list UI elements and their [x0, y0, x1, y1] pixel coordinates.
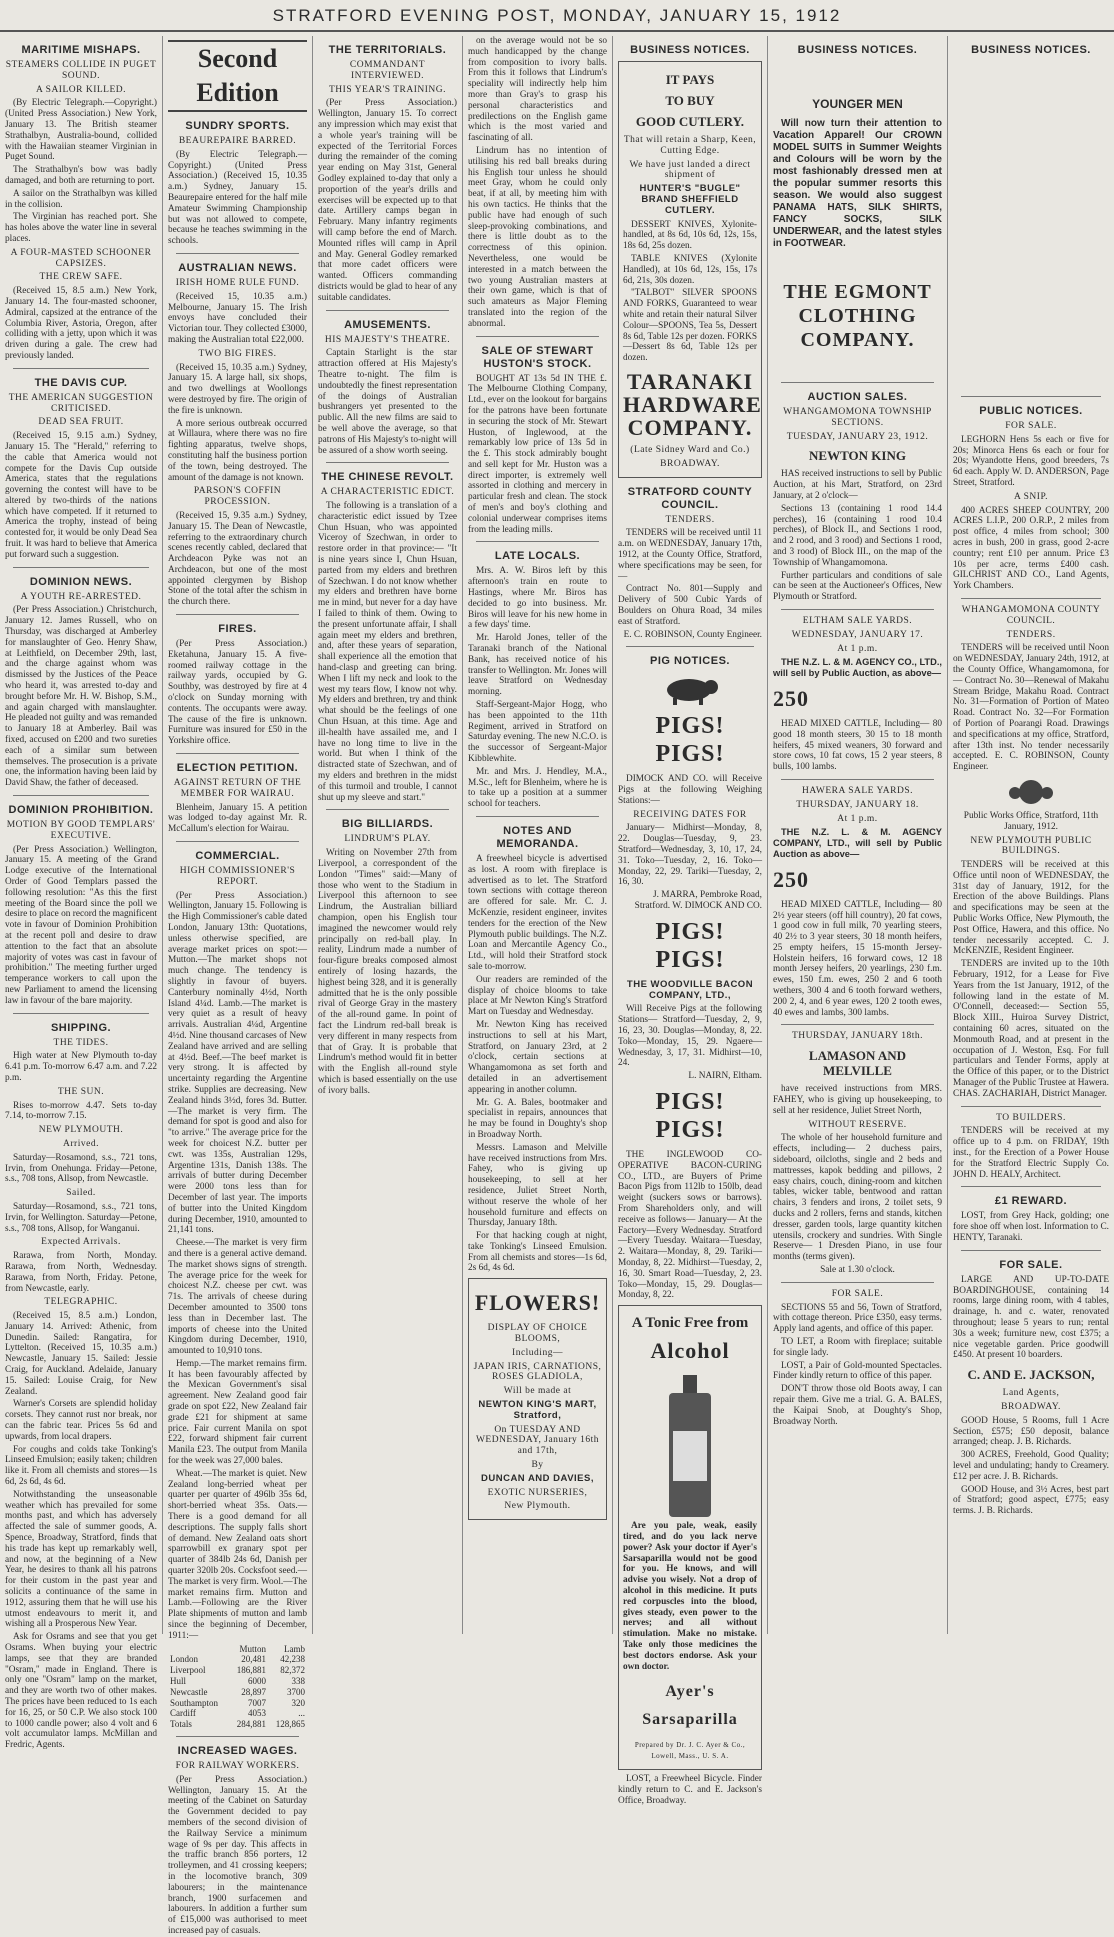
- divider: [13, 795, 149, 796]
- notice-text: The whole of her household furniture and effects, including— 2 duchess pairs, sideboard, oilcloths, single and 2 beds and mattresses, kapok bedding and pillows, 2 easy chairs, couch, dining-room and kitchen tables, wicker table, bentwood and rattan chairs, 3 fenders and irons, 2 toilet sets, 9 ducks and 2 rollers, ferns and stands, kitchen dresser, garden tools, large quantity kitchen utensils, crockery and sundries. With Single Reserve— 1 Dresden Piano, in use four months (terms given).: [773, 1133, 942, 1263]
- table-cell: London: [170, 1654, 198, 1665]
- column-2: [162, 36, 312, 1936]
- subheadline: Sailed.: [66, 1188, 96, 1199]
- article-text: (Per Press Association.) Christchurch, January 12. James Russell, who on Thursday, was discharged at Amberley for manslaughter of Geo. Henry Shaw, at Leithfield, on December 29th, last, and the charge against whom was dismissed by the Justices of the Peace who heard it, was arrested to-day and brought before Mr. H. W. Bishop, S.M., and again charged with manslaughter. He pleaded not guilty and was remanded to January 18 at Amberley. Bail was fixed, accused on £200 and two sureties each of a similar sum between themselves. The prosecution is a private one, the information having been laid by David Shaw, the father of deceased.: [5, 605, 157, 789]
- table-header-row: [168, 1644, 307, 1655]
- notice-text: TENDERS will be received until Noon on WEDNESDAY, January 24th, 1912, at the County Office, Whangamomona, for— Contract No. 30—Renewal of Makahu Stream Bridge, Makahu Road. Contract No. 31—Formation of Portion of Mateo Road. Contract No. 32—For Formation of Portion of Poarangi Road. Drawings and specifications at my office, Stratford, after 13th inst. No tender necessarily accepted. E. C. ROBINSON, County Engineer.: [953, 643, 1109, 773]
- divider: [626, 646, 754, 647]
- table-header-cell: Lamb: [284, 1643, 305, 1654]
- subheadline: HIGH COMMISSIONER'S REPORT.: [179, 866, 296, 887]
- notice-text: Public Works Office, Stratford, 11th January, 1912.: [963, 810, 1099, 832]
- article-text: (Received 15, 9.35 a.m.) Sydney, January 15. The Dean of Newcastle, referring to the extraordinary church scenes recently cabled, declared that Archdeacon Pyke was not an Archdeacon, but one of the most appointed clergymen by Bishop Stone of the total after the schism in the church there.: [168, 510, 307, 608]
- article-text: Saturday—Rosamond, s.s., 721 tons, Irvin, from Onehunga. Friday—Petone, s.s., 708 tons, Allsop, from Newcastle.: [5, 1152, 157, 1185]
- subheadline: THE TIDES.: [53, 1037, 109, 1048]
- ad-text: That will retain a Sharp, Keen, Cutting Edge.: [623, 135, 757, 156]
- ad-text: THE WOODVILLE BACON COMPANY, LTD.,: [626, 978, 754, 1001]
- subheadline: WHANGAMOMONA TOWNSHIP SECTIONS.: [783, 407, 932, 428]
- headline: BUSINESS NOTICES.: [630, 44, 750, 56]
- divider: [476, 336, 599, 337]
- article-text: Captain Starlight is the star attraction offered at His Majesty's Theatre to-night. The film is undoubtedly the finest representation of the doings of Australian bushrangers yet presented to the public. All the new films are said to be well above the average, so that patrons of His Majesty's to-night will be assured of a show worth seeing.: [318, 348, 457, 456]
- ad-headline: PIGS! PIGS!: [655, 713, 725, 768]
- subheadline: BEAUREPAIRE BARRED.: [178, 136, 297, 146]
- subheadline: THE CREW SAFE.: [39, 272, 123, 283]
- article-text: Our readers are reminded of the display of choice blooms to take place at Mr Newton King's Stratford Mart on Tuesday and Wednesday.: [468, 974, 607, 1018]
- headline: AUCTION SALES.: [807, 391, 908, 403]
- headline: COMMERCIAL.: [195, 850, 280, 863]
- table-cell: 82,372: [280, 1665, 305, 1676]
- headline: PIG NOTICES.: [650, 655, 730, 668]
- ad-headline: Alcohol: [650, 1338, 730, 1364]
- notice-text: LEGHORN Hens 5s each or five for 20s; Minorca Hens 6s each or four for 20s; Wyandotte Hens, good breeders, 7s 6d each. Apply W. D. ANDERSON, Page Street, Stratford.: [953, 434, 1109, 488]
- article-text: (Per Press Association.) Wellington, January 15. To correct any impression which may exist that a whole year's training will be expected of the Territorial Forces during the remainder of the coming year ending on May 31st, General Godley explained to-day that only a proportion of the year's drills and exercises will be expected up to that date. Artillery camps began in February. Many infantry regiments will camp before the end of March. Mounted rifles will camp in April and May. General Godley remarked that more cadet officers were wanted. Officers commanding districts would be glad to hear of any suitable candidates.: [318, 98, 457, 303]
- notice-text: LOST, a Freewheel Bicycle. Finder kindly return to C. and E. Jackson's Office, Broadway.: [618, 1773, 762, 1806]
- headline: BUSINESS NOTICES.: [971, 44, 1091, 56]
- headline: FOR SALE.: [999, 1258, 1063, 1271]
- divider: [781, 1024, 934, 1025]
- headline: DOMINION PROHIBITION.: [8, 804, 154, 817]
- article-text: Saturday—Rosamond, s.s., 721 tons, Irvin, for Wellington. Saturday—Petone, s.s., 708 tons, Allsop, for Wanganui.: [5, 1201, 157, 1234]
- divider: [326, 809, 449, 810]
- ad-headline: A Tonic Free from: [631, 1315, 749, 1332]
- notice-text: Sections 13 (containing 1 rood 14.4 perches), 16 (containing 1 rood 10.4 perches), of Block II., and Sections 1 rood, and 2 rood, and 3 rood) and Sections 1 rood, and 3 rood) of Block III., on the map of the Township of Whangamomona.: [773, 503, 942, 568]
- headline: LATE LOCALS.: [494, 550, 581, 563]
- article-text: (Per Press Association.) Eketahuna, January 15. A five-roomed railway cottage in the railway yards, occupied by G. Southby, was destroyed by fire at 4 o'clock on Sunday morning with contents. The occupants were away. The cause of the fire is unknown. Furniture was insured for £50 in the Yorkshire office.: [168, 639, 307, 747]
- cutlery-advertisement: [618, 61, 762, 478]
- divider: [961, 1186, 1101, 1187]
- ad-text: JAPAN IRIS, CARNATIONS, ROSES GLADIOLA,: [473, 1361, 602, 1383]
- divider: [781, 609, 934, 610]
- headline: BUSINESS NOTICES.: [797, 44, 918, 56]
- notice-text: January— Midhirst—Monday, 8, 22. Douglas—Tuesday, 9, 23. Stratford—Wednesday, 3, 10, 17, 24, 31. Toko—Tuesday, 2, 16. Toko—Monday, 22, 29. Tariki—Tuesday, 2, 16, 30.: [618, 823, 762, 888]
- sarsaparilla-advertisement: [618, 1305, 762, 1770]
- notice-text: SECTIONS 55 and 56, Town of Stratford, with cottage thereon. Price £350, easy terms. Apply land agents, and office of this paper.: [773, 1302, 942, 1335]
- article-text: Rarawa, from North, Monday. Rarawa, from North, Wednesday. Rarawa, from North, Friday. Petone, from Newcastle, early.: [5, 1251, 157, 1294]
- notice-text: GOOD House, 5 Rooms, full 1 Acre Section, £575; £50 deposit, balance arranged; cheap. J. B. Richards.: [953, 1415, 1109, 1448]
- table-cell: Totals: [170, 1719, 192, 1730]
- notice-text: DON'T throw those old Boots away, I can repair them. Give me a trial. G. A. BALES, the Kaipai Snob, at Doughty's Shop, Broadway North.: [773, 1384, 942, 1427]
- subheadline: BROADWAY.: [1001, 1401, 1061, 1412]
- table-cell: 4053: [247, 1708, 266, 1719]
- ad-text: On TUESDAY AND WEDNESDAY, January 16th and 17th,: [475, 1424, 600, 1457]
- subheadline: TENDERS.: [1006, 629, 1056, 640]
- notice-text: TENDERS will be received at my office up to 4 p.m. on FRIDAY, 19th inst., for the Erection of a Power House for the Stratford Electric Supply Co. JOHN D. HEALY, Architect.: [953, 1126, 1109, 1180]
- notice-text: have received instructions from MRS. FAHEY, who is giving up housekeeping, to sell at her residence, Juliet Street North,: [773, 1084, 942, 1116]
- notice-text: LOST, a Pair of Gold-mounted Spectacles. Finder kindly return to office of this paper.: [773, 1360, 942, 1382]
- shipments-table: [168, 1644, 307, 1730]
- subheadline: Expected Arrivals.: [41, 1237, 121, 1248]
- ad-continuation: [953, 60, 1109, 390]
- notice-text: HAS received instructions to sell by Public Auction, at his Mart, Stratford, on 23rd January, at 2 o'clock—: [773, 469, 942, 501]
- subheadline: FOR SALE.: [1005, 421, 1057, 431]
- table-cell: 186,881: [236, 1665, 266, 1676]
- subheadline: Land Agents,: [1002, 1388, 1060, 1399]
- notice-text: THE N.Z. L. & M. AGENCY COMPANY, LTD., will sell by Public Auction as above—: [773, 827, 942, 859]
- notice-text: THE N.Z. L. & M. AGENCY CO., LTD., will sell by Public Auction, as above—: [773, 657, 942, 679]
- subheadline: ELTHAM SALE YARDS.: [802, 615, 913, 626]
- notice-text: LARGE AND UP-TO-DATE BOARDINGHOUSE, containing 14 rooms, large dining room, with 4 tables, drainage, h. and c. water, renovated throughout; lease 5 years to run; rental 30s a week; furniture new, cost £375; a nice vegetable garden. Price goodwill £450. At present 10 boarders.: [953, 1274, 1109, 1361]
- article-text: Writing on November 27th from Liverpool, a correspondent of the London "Times" said:—Many of those who went to the Stadium in Liverpool this afternoon to see Lindrum, the Australian billiard champion, open his English tour imagined the newcomer would rely principally on red-ball play. In reality, Lindrum made a number of four-figure breaks composed almost entirely of losing hazards, the highest being 328, and it is generally admitted that he is the only possible rival of George Gray in the mastery of the all-round game. In point of fact the Lindrum red-ball break is very different in many respects from that of Gray. It is probable that Lindrum's method would fit in better with the English all-round style which is based essentially on the use of ivory balls.: [318, 848, 457, 1096]
- notice-text: DIMOCK AND CO. will Receive Pigs at the following Weighing Stations:—: [618, 774, 762, 806]
- table-row: [168, 1687, 307, 1698]
- ad-headline: GOOD CUTLERY.: [635, 114, 745, 129]
- divider: [176, 253, 299, 254]
- article-text: A more serious outbreak occurred at Willaura, where there was no fire fighting apparatus, twelve shops, constituting half the business portion of the town, being destroyed. The amount of the damage is not known.: [168, 418, 307, 483]
- divider: [781, 382, 934, 383]
- table-cell: Southampton: [170, 1697, 219, 1708]
- article-text: (Per Press Association.) Wellington, January 15. Following is the High Commissioner's cable dated London, January 13th: Quotations, unless otherwise specified, are average market prices on spot:—Mutton.—The market shops not much change. The tendency is slightly in favour of buyers. Canterbury nominally 4½d, North Island 4¼d. Lamb.—The market is very quiet as a result of heavy arrivals. Australian 4¼d, Argentine 4½d. Nine thousand carcases of New Zealand have arrived and are selling at 4½d. Beef.—The beef market is very strong. It is affected by uncertainty regarding the Argentine strike. Supplies are decreasing. New Zealand hinds 3½d, fores 3d. Butter.—The market is very firm. The demand for spot is good and also for "to arrive." The average price for the week for choicest N.Z. butter per cwt. was 135s, Australian 129s, Argentine 131s, Danish 138s. The arrivals of butter during December were 2000 tons less than for December of last year. The imports of butter into the United Kingdom during December, 1910, amounted to 21,141 tons.: [168, 890, 307, 1236]
- ad-text: By: [531, 1460, 544, 1471]
- headline: SHIPPING.: [50, 1021, 112, 1034]
- ad-headline: FLOWERS!: [474, 1290, 601, 1316]
- article-text: Lindrum has no intention of utilising his red ball breaks during his English tour unless he should meet Gray, whom he could only beat, if at all, by meeting him with his own tactics. He thinks that the public have had enough of such sleep-provoking combinations, and there is little doubt as to the correctness of this opinion. Nevertheless, one would be interested in a match between the two young Australian masters at their own game, which is that of such amateurs as Major Fleming translated into the region of the abnormal.: [468, 145, 607, 329]
- column-7: [947, 36, 1114, 1634]
- article-text: The Virginian has reached port. She has holes above the water line in several places.: [5, 212, 157, 244]
- headline: ELECTION PETITION.: [176, 762, 299, 775]
- table-cell: 284,881: [236, 1719, 266, 1730]
- ad-text: DESSERT KNIVES, Xylonite-handled, at 8s 6d, 10s 6d, 12s, 15s, 18s 6d, 25s dozen.: [623, 219, 757, 252]
- subheadline: MOTION BY GOOD TEMPLARS' EXECUTIVE.: [6, 820, 156, 841]
- table-row: [168, 1719, 307, 1730]
- article-text: Wheat.—The market is quiet. New Zealand long-berried wheat per quarter per quarter of 496lb 35s 6d, short-berried wheat 35s. Oats.—There is a good demand for all descriptions. The supply falls short of demand. New Zealand oats short sparrowbill ex granary spot per quarter of 384lb 24s 6d, Danish per quarter 320lb 20s. Cocksfoot seed.—The market is very firm. Wool.—The market remains firm. Mutton and Lamb.—Following are the River Plate shipments of mutton and lamb since the beginning of December, 1911:—: [168, 1468, 307, 1641]
- article-text: Cheese.—The market is very firm and there is a general active demand. The market shows signs of strength. The average price for the week for choicest N.Z. cheese per cwt. was 71s. The arrivals of cheese during December amounted to 3500 tons less than in December last. The imports of cheese into the United Kingdom during December, 1910, amounted to 10,910 tons.: [168, 1238, 307, 1357]
- divider: [176, 841, 299, 842]
- table-cell: 320: [291, 1697, 305, 1708]
- divider: [476, 816, 599, 817]
- ad-headline: PIGS! PIGS!: [655, 918, 725, 973]
- ad-text: Are you pale, weak, easily tired, and do you lack nerve power? Ask your doctor if Ayer's Sarsaparilla would not be good for you. He knows, and will advise you wisely. Not a drop of alcohol in this medicine. It puts red corpuscles into the blood, gives steady, even power to the nerves; and all without stimulation. Make no mistake. Take only those medicines the best doctors endorse. Ask your own doctor.: [623, 1521, 757, 1672]
- subheadline: LINDRUM'S PLAY.: [344, 834, 431, 845]
- divider: [961, 598, 1101, 599]
- subheadline: HIS MAJESTY'S THEATRE.: [324, 334, 451, 345]
- ad-text: Including—: [512, 1347, 563, 1358]
- subheadline: A CHARACTERISTIC EDICT.: [320, 487, 455, 498]
- article-text: (Per Press Association.) Wellington, January 15. At the meeting of the Cabinet on Saturday the Government decided to pay members of the second division of the Railway Service a minimum wage of 9s per day. This affects in the traffic branch 856 porters, 12 trolleymen, and 41 crossing keepers; in the locomotive branch, 309 labourers; in the maintenance branch, 1900 surfacemen and labourers. In addition a further sum of £15,000 was authorised to meet increased pay of casuals.: [168, 1774, 307, 1936]
- pig-icon: [655, 672, 725, 706]
- article-text: (By Electric Telegraph.—Copyright.) (United Press Association.) (Received 15, 10.35 a.m.) Sydney, January 15. Beaurepaire entered for the half mile Amateur Swimming Championship but was not allowed to compete, because he teaches swimming in the schools.: [168, 149, 307, 247]
- notice-text: HEAD MIXED CATTLE, Including— 80 2½ year steers (off hill country), 20 fat cows, 1 good cow in full milk, 70 yearling steers, 40 2½ to 3 year steers, 30 18 month heifers, 25 empty heifers, 15 15-month Jersey-Holstein heifers, 16 forward cows, 12 18 month Jersey heifers, 20 yearlings, 230 f.m. ewes, 150 f.m. ewes, 250 2 and 6 tooth wethers, 300 4 and 6 tooth forward wethers, 200 2, 4, and 6 year ewes, 120 2 tooth ewes, 40 ewes and lambs, 300 lambs.: [773, 899, 942, 1018]
- divider: [326, 462, 449, 463]
- article-text: Mr. Harold Jones, teller of the Taranaki branch of the National Bank, has received notice of his transfer to Wellington. Mr. Jones will leave Stratford on Wednesday morning.: [468, 633, 607, 698]
- subheadline: NEW PLYMOUTH.: [38, 1125, 124, 1136]
- ad-headline: PIGS! PIGS!: [655, 1089, 725, 1144]
- article-text: Rises to-morrow 4.47. Sets to-day 7.14, to-morrow 7.15.: [5, 1100, 157, 1122]
- headline: SUNDRY SPORTS.: [185, 120, 290, 132]
- subheadline: PARSON'S COFFIN PROCESSION.: [193, 486, 282, 508]
- article-text: Notwithstanding the unseasonable weather which has prevailed for some months past, and which has adversely affected the sale of summer goods, A. Spence, Broadway, Stratford, finds that his trade has kept up remarkably well, and now, at the beginning of a New Year, he desires to thank all his patrons for their custom in the past year and solicits a continuance of the same in 1912, assuring them that he will use his utmost endeavours to merit it, and wishing all a Prosperous New Year.: [5, 1489, 157, 1630]
- notice-text: Further particulars and conditions of sale can be seen at the Auctioneer's Offices, New Plymouth or Stratford.: [773, 570, 942, 603]
- auctioneer-name: NEWTON KING: [809, 448, 906, 464]
- column-3: [312, 36, 462, 1634]
- article-text: (Received 15, 9.15 a.m.) Sydney, January 15. The "Herald," referring to the cable that America would not compete for the Davis Cup outside America, states that the regulations governing the contest will have to be altered by two-thirds of the nations which have competed. If it returned to America the trophy, instead of being contested for, it would be only Dead Sea fruit. It was hard to believe that America put forward such a suggestion.: [5, 431, 157, 560]
- masthead: STRATFORD EVENING POST, MONDAY, JANUARY 15, 1912: [0, 0, 1114, 32]
- divider: [961, 1250, 1101, 1251]
- article-text: Messrs. Lamason and Melville have received instructions from Mrs. Fahey, who is giving up housekeeping, to sell at her residence, Juliet Street North, without reserve the whole of her household furniture and effects on Thursday, January 18th.: [468, 1142, 607, 1229]
- notice-text: Contract No. 801—Supply and Delivery of 500 Cubic Yards of Boulders on Ohura Road, 34 miles east of Stratford.: [618, 584, 762, 627]
- headline: PUBLIC NOTICES.: [979, 405, 1083, 417]
- subheadline: HAWERA SALE YARDS.: [801, 785, 914, 796]
- divider: [476, 541, 599, 542]
- divider: [326, 310, 449, 311]
- subheadline: RECEIVING DATES FOR: [633, 809, 747, 820]
- ad-text: Prepared by Dr. J. C. Ayer & Co., Lowell, Mass., U. S. A.: [634, 1741, 746, 1761]
- subheadline: WHANGAMOMONA COUNTY COUNCIL.: [961, 604, 1101, 626]
- table-cell: 3700: [287, 1686, 305, 1697]
- article-text: on the average would not be so much handicapped by the change from composition to ivory balls. From this it follows that Lindrum's speciality will indirectly help him more than Gray's to grasp his personal characteristics and predilections on the English game which is the most varied and fascinating of all.: [468, 36, 607, 144]
- table-row: [168, 1708, 307, 1719]
- table-header-cell: [168, 1644, 229, 1655]
- divider: [176, 753, 299, 754]
- subheadline: TUESDAY, JANUARY 23, 1912.: [786, 431, 929, 442]
- headline: THE DAVIS CUP.: [34, 376, 128, 389]
- headline: SALE OF STEWART HUSTON'S STOCK.: [481, 344, 594, 370]
- article-text: For that hacking cough at night, take Tonking's Linseed Emulsion. From all chemists and stores—1s 6d, 2s 6d, 4s 6d.: [468, 1231, 607, 1274]
- subheadline: STEAMERS COLLIDE IN PUGET SOUND.: [5, 60, 157, 81]
- column-1: [0, 36, 162, 1751]
- ad-text: TABLE KNIVES (Xylonite Handled), at 10s 6d, 12s, 15s, 17s 6d, 21s, 30s dozen.: [623, 253, 757, 286]
- flowers-advertisement: [468, 1278, 607, 1520]
- article-text: BOUGHT AT 13s 5d IN THE £. The Melbourne Clothing Company, Ltd., ever on the lookout for bargains for the patrons have been fortunate in securing the stock of Mr. Stewart Huston, of Inglewood, at the remarkably low price of 13s 5d in the £. This stock admirably bought and sell kept for Mr. Huston was a direct importer, is extremely well assorted in clothing and mercery in particular fresh and clean. The stock of men's and boy's clothing and colonial underwear comprises items from the leading mills.: [468, 373, 607, 535]
- headline: BIG BILLIARDS.: [341, 818, 434, 831]
- ad-brand: THE EGMONT CLOTHING COMPANY.: [783, 281, 932, 351]
- article-text: High water at New Plymouth to-day 6.41 p.m. To-morrow 6.47 a.m. and 7.22 p.m.: [5, 1051, 157, 1083]
- article-text: Mrs. A. W. Biros left by this afternoon's train en route to Hastings, where Mr. Biros has decided to go into business. Mr. Biros will leave for his new home in a few days' time.: [468, 566, 607, 631]
- subheadline: Arrived.: [63, 1138, 99, 1149]
- ad-text: DUNCAN AND DAVIES,: [481, 1472, 594, 1484]
- subheadline: FOR SALE.: [831, 1288, 884, 1299]
- subheadline: THURSDAY, JANUARY 18.: [796, 799, 919, 810]
- ad-text: (Late Sidney Ward and Co.): [630, 444, 750, 455]
- ad-text: HUNTER'S "BUGLE" BRAND SHEFFIELD CUTLERY.: [639, 183, 741, 216]
- table-cell: 128,865: [275, 1719, 305, 1730]
- notice-text: Sale at 1.30 o'clock.: [820, 1265, 895, 1276]
- article-text: Blenheim, January 15. A petition was lodged to-day against Mr. R. McCallum's election for Wairau.: [168, 802, 307, 835]
- subheadline: WEDNESDAY, JANUARY 17.: [791, 629, 924, 640]
- notice-text: THE INGLEWOOD CO-OPERATIVE BACON-CURING CO., LTD., are Buyers of Prime Bacon Pigs from 112lb to 150lb, dead weight (suckers sows or barrows). From Shareholders only, and will receive as follows— January— At the Factory—Every Wednesday. Stratford—Every Tuesday. Waitara—Tuesday, 2. Waitara—Monday, 8, 29. Tariki—Monday, 8, 22. Midhirst—Tuesday, 2, 16, 30. Smart Road—Tuesday, 2, 23. Toko—Monday, 15, 29. Douglas—Monday, 8, 22.: [618, 1150, 762, 1301]
- subheadline: IRISH HOME RULE FUND.: [175, 277, 300, 288]
- headline: FIRES.: [218, 623, 257, 636]
- headline: THE CHINESE REVOLT.: [321, 471, 454, 484]
- subheadline: THE AMERICAN SUGGESTION CRITICISED.: [8, 392, 154, 414]
- ad-headline: TO BUY: [665, 93, 715, 108]
- ad-text: EXOTIC NURSERIES,: [487, 1487, 588, 1498]
- article-text: Warner's Corsets are splendid holiday corsets. They cannot rust nor break, nor can the fabric tear. Prices 5s 6d and upwards, from local drapers.: [5, 1399, 157, 1442]
- article-text: For coughs and colds take Tonking's Linseed Emulsion; easily taken; children like it. From all chemists and stores—1s 6d, 2s 6d, 4s 6d.: [5, 1444, 157, 1488]
- notice-text: LOST, from Grey Hack, golding; one fore shoe off when lost. Information to C. HENTY, Taranaki.: [953, 1211, 1109, 1243]
- subheadline: FOR RAILWAY WORKERS.: [175, 1760, 300, 1771]
- column-6: [767, 36, 947, 1634]
- divider: [176, 614, 299, 615]
- headline: INCREASED WAGES.: [177, 1744, 298, 1757]
- headline: STRATFORD COUNTY COUNCIL.: [627, 485, 753, 511]
- article-text: (By Electric Telegraph.—Copyright.) (United Press Association.) New York, January 13. The British steamer Strathalbyn, Australia-bound, collided with the Hawaiian steamer Virginian in Puget Sound.: [5, 98, 157, 163]
- subheadline: At 1 p.m.: [837, 643, 878, 654]
- ad-text: NEWTON KING'S MART, Stratford,: [478, 1399, 597, 1421]
- column-4: [462, 36, 612, 1634]
- edition-banner: Second Edition: [168, 40, 307, 112]
- subheadline: TO BUILDERS.: [996, 1112, 1066, 1123]
- headline: DOMINION NEWS.: [29, 575, 133, 588]
- bottle-icon: [655, 1371, 725, 1521]
- notice-signature: J. MARRA, Pembroke Road, Stratford. W. DIMOCK AND CO.: [634, 890, 762, 912]
- ad-text: DISPLAY OF CHOICE BLOOMS,: [487, 1323, 588, 1345]
- table-cell: 20,481: [241, 1654, 266, 1665]
- ad-headline: IT PAYS: [665, 72, 715, 87]
- subheadline: AGAINST RETURN OF THE MEMBER FOR WAIRAU.: [173, 778, 302, 799]
- notice-signature: L. NAIRN, Eltham.: [688, 1071, 762, 1082]
- divider: [961, 396, 1101, 397]
- agent-name: C. AND E. JACKSON,: [967, 1367, 1095, 1383]
- subheadline: TENDERS.: [665, 514, 715, 525]
- divider: [13, 567, 149, 568]
- ad-text: Will now turn their attention to Vacation Apparel! Our CROWN MODEL SUITS in Summer Weights and Colours will be worn by the most fashionably dressed men at the popular summer resorts this season. We would also suggest PANAMA HATS, SILK SHIRTS, FANCY SOCKS, SILK UNDERWEAR, and the latest styles in FOOTWEAR.: [773, 118, 942, 249]
- subheadline: COMMANDANT INTERVIEWED.: [349, 60, 426, 81]
- ad-brand: Ayer's Sarsaparilla: [642, 1683, 738, 1729]
- article-text: Mr. and Mrs. J. Hendley, M.A., M.Sc., left for Blenheim, where he is to take up a position at a summer school for teachers.: [468, 766, 607, 810]
- table-cell: 7007: [247, 1697, 266, 1708]
- divider: [781, 779, 934, 780]
- headline: MARITIME MISHAPS.: [21, 44, 141, 56]
- table-cell: Hull: [170, 1676, 187, 1686]
- article-text: A sailor on the Strathalbyn was killed in the collision.: [5, 188, 157, 210]
- table-cell: Liverpool: [170, 1665, 206, 1676]
- article-text: A freewheel bicycle is advertised as lost. A room with fireplace is advertised as to let. The Stratford town sections with cottage thereon are offered for sale. Mr. C. J. McKenzie, resident engineer, invites tenders for the erection of the New Plymouth public buildings. The N.Z. Loan and Mercantile Agency Co., Ltd., will hold their Stratford stock sale to-morrow.: [468, 854, 607, 972]
- notice-text: TENDERS are invited up to the 10th February, 1912, for a Lease for Five Years from the 1st January, 1912, of the following land in the estate of M. O'Connell, deceased:— Section 55, Block XIII., Huiroa Survey District, containing 60 acres, situated on the Monmouth Road, and at present in the occupation of J. Weston, Esq. For full particulars and Tender Forms, apply at the Office of this paper, or to the District Manager of the Public Trustee at Hawera. CHAS. ZACHARIAH, District Manager.: [953, 959, 1109, 1099]
- ad-text: BROADWAY.: [660, 458, 720, 469]
- article-text: (Per Press Association.) Wellington, January 15. A meeting of the Grand Lodge executive of the International Order of Good Templars passed the following resolution: "As this the first meeting of the Board since the poll we desire to place on record the magnificent vote in favour of Dominion Prohibition at the recent poll and desire to draw attention to the fact that an absolute majority of votes was cast in favour of prohibition." The meeting further urged temperance workers to call upon the new Parliament to amend the licensing law in favour of the bare majority.: [5, 844, 157, 1006]
- subheadline: A YOUTH RE-ARRESTED.: [20, 591, 142, 602]
- subheadline: THE SUN.: [57, 1086, 105, 1097]
- notice-text: TENDERS will be received until 11 a.m. on WEDNESDAY, January 17th, 1912, at the County Office, Stratford, where specifications may be seen, for—: [618, 528, 762, 582]
- auctioneer-name: LAMASON AND MELVILLE: [808, 1048, 907, 1079]
- article-text: (Received 15, 8.5 a.m.) New York, January 14. The four-masted schooner, Admiral, capsized at the entrance of the Columbia River, Astoria, Oregon, after colliding with a jetty, upon which it was driven during a gale. The crew had previously landed.: [5, 286, 157, 361]
- notice-text: Will Receive Pigs at the following Stations— Stratford—Tuesday, 2, 9, 16, 23, 30. Douglas—Monday, 8, 22. Toko—Monday, 15, 29. Ngaere—Wednesday, 3, 17, 31. Midhirst—10, 24.: [618, 1004, 762, 1069]
- subheadline: WITHOUT RESERVE.: [808, 1119, 907, 1130]
- table-row: [168, 1676, 307, 1687]
- cattle-count: 250: [773, 685, 809, 711]
- divider: [961, 1106, 1101, 1107]
- article-text: (Received 15, 8.5 a.m.) London, January 14. Arrived: Athenic, from Dunedin. Sailed: Rangatira, for Lyttelton. (Received 15, 10.35 a.m.) Newcastle, January 15. Sailed: Jessie Craig, for Auckland. Adelaide, January 15. Sailed: Louise Craig, for New Zealand.: [5, 1311, 157, 1397]
- table-cell: Newcastle: [170, 1686, 208, 1697]
- article-text: Mr. Newton King has received instructions to sell at his Mart, Stratford, on January 23rd, at 2 o'clock, certain sections at Whangamomona as set forth and detailed in an advertisement appearing in another column.: [468, 1019, 607, 1095]
- cattle-count: 250: [773, 866, 809, 892]
- table-cell: ...: [298, 1708, 305, 1719]
- notice-signature: E. C. ROBINSON, County Engineer.: [623, 629, 762, 640]
- table-cell: 6000: [247, 1676, 266, 1686]
- ad-text: Will be made at: [503, 1386, 572, 1397]
- table-cell: 42,238: [280, 1654, 305, 1665]
- table-cell: Cardiff: [170, 1708, 196, 1719]
- headline: THE TERRITORIALS.: [328, 44, 447, 56]
- notice-text: 300 ACRES, Freehold, Good Quality; level and undulating; handy to Creamery. £12 per acre. J. B. Richards.: [953, 1450, 1109, 1482]
- table-row: [168, 1665, 307, 1676]
- column-5: [612, 36, 767, 1806]
- table-row: [168, 1698, 307, 1709]
- article-text: Staff-Sergeant-Major Hogg, who has been appointed to the 11th Regiment, arrived in Stratford on Saturday evening. The new N.C.O. is the successor of Sergeant-Major Kibblewhite.: [468, 700, 607, 765]
- notice-text: TO LET, a Room with fireplace; suitable for single lady.: [773, 1337, 942, 1358]
- article-text: Hemp.—The market remains firm. It has been favourably affected by the Mexican Government's sisal agreement. New Zealand good fair grade on spot £22, New Zealand fair grade £21 for shipment at same price. Fair current Manila on spot £22, forward shipment fair current Manila £23. The output from Manila for the week was 27,000 bales.: [168, 1358, 307, 1467]
- coat-of-arms-icon: [1001, 777, 1061, 807]
- article-text: (Received 15, 10.35 a.m.) Melbourne, January 15. The Irish envoys have concluded their Victorian tour. They collected £3000, making the Australian total £22,000.: [168, 291, 307, 345]
- table-cell: 338: [291, 1676, 305, 1686]
- notice-text: 400 ACRES SHEEP COUNTRY, 200 ACRES L.I.P., 200 O.R.P., 2 miles from post office, 4 miles from school; 300 acres in bush, 200 in grass, good 2-acre country; rent £10 per annum. Price £3 10s per acre, terms £400 cash. GILCHRIST AND CO., Land Agents, York Chambers.: [953, 505, 1109, 592]
- subheadline: NEW PLYMOUTH PUBLIC BUILDINGS.: [970, 835, 1092, 857]
- ad-text: We have just landed a direct shipment of: [629, 159, 751, 181]
- article-text: The following is a translation of a characteristic edict issued by Tzee Chun Hsuan, who was appointed Viceroy of Szechwan, in order to restore order in that province:— "It is nine years since I, Chun Hsuan, parted from my elders and brethren of Szechwan. I do not know whether my elders and brethren have borne me in mind, but never for a day have I failed to think of them. Owing to the present unfortunate affair, I shall again meet my elders and brethren, and, after these years of separation, shall experience all the emotion that hand-clasp and greeting can bring. When I lift my neck and look to the west my tears flow, I know not why. My elders and brethren, try and think what should be the feelings of one Chun Hsuan, at this time. Age and ill-health have assailed me, and I have no long time to live in the world. But when I think of the distracted state of Szechwan, and of my elders and brethren in the midst of this turmoil and trouble, I cannot shut up my sleeve and start.": [318, 501, 457, 803]
- table-row: [168, 1654, 307, 1665]
- subheadline: DEAD SEA FRUIT.: [38, 417, 124, 428]
- article-text: (Received 15, 10.35 a.m.) Sydney, January 15. A large hall, six shops, and two dwellings at Woollongs were destroyed by fire. The origin of the fire is unknown.: [168, 362, 307, 416]
- subheadline: A FOUR-MASTED SCHOONER CAPSIZES.: [10, 247, 152, 269]
- headline: NOTES AND MEMORANDA.: [496, 825, 579, 850]
- ad-brand: TARANAKI HARDWARE COMPANY.: [623, 368, 762, 440]
- subheadline: THIS YEAR'S TRAINING.: [329, 84, 446, 95]
- article-text: Mr. G. A. Bales, bootmaker and specialist in repairs, announces that he may be found in Doughty's shop in Broadway North.: [468, 1097, 607, 1140]
- divider: [13, 1013, 149, 1014]
- notice-text: GOOD House, and 3½ Acres, best part of Stratford; good aspect, £775; easy terms. J. B. Richards.: [953, 1484, 1109, 1517]
- ad-text: "TALBOT" SILVER SPOONS AND FORKS, Guaranteed to wear white and retain their natural Silver Colour—SPOONS, Tea 5s, Dessert 8s 6d, Table 12s per dozen. FORKS—Dessert 8s 6d, Table 12s per dozen.: [623, 288, 757, 364]
- table-header-cell: Mutton: [239, 1643, 266, 1654]
- table-cell: 28,897: [241, 1686, 266, 1697]
- divider: [781, 1282, 934, 1283]
- subheadline: TWO BIG FIRES.: [198, 348, 277, 359]
- headline: £1 REWARD.: [994, 1195, 1068, 1208]
- headline: AMUSEMENTS.: [344, 318, 431, 331]
- ad-headline: YOUNGER MEN: [812, 97, 903, 111]
- article-text: Ask for Osrams and see that you get Osrams. When buying your electric lamps, see that they are branded "Osram," made in England. There is only one "Osram" lamp on the market, and they are worth two of other makes. The prices have been reduced to 1s each for 16, 25, or 50 C.P. We also stock 100 to 1000 candle power; also 4 volt and 6 volt accumulator lamps. McMillan and Fredric, Agents.: [5, 1632, 157, 1751]
- ad-text: New Plymouth.: [504, 1501, 571, 1512]
- subheadline: A SAILOR KILLED.: [35, 84, 127, 95]
- subheadline: A SNIP.: [1013, 491, 1049, 502]
- divider: [13, 368, 149, 369]
- subheadline: THURSDAY, JANUARY 18th.: [792, 1031, 923, 1042]
- subheadline: TELEGRAPHIC.: [44, 1297, 118, 1308]
- notice-text: TENDERS will be received at this Office until noon of WEDNESDAY, the 31st day of January, 1912, for the Erection of the above Buildings. Plans and specifications may be seen at the Public Works Office, New Plymouth, the Post Office, Hawera, and this office. No tender necessarily accepted. C. J. McKENZIE, Resident Engineer.: [953, 860, 1109, 957]
- notice-text: HEAD MIXED CATTLE, Including— 80 good 18 month steers, 30 15 to 18 month heifers, 45 mixed weaners, 30 forward and store cows, 10 fat cows, 15 2 year steers, 8 bulls, 100 lambs.: [773, 718, 942, 773]
- subheadline: At 1 p.m.: [837, 813, 878, 824]
- headline: AUSTRALIAN NEWS.: [178, 261, 297, 274]
- article-text: The Strathalbyn's bow was badly damaged, and both are returning to port.: [5, 165, 157, 186]
- divider: [176, 1736, 299, 1737]
